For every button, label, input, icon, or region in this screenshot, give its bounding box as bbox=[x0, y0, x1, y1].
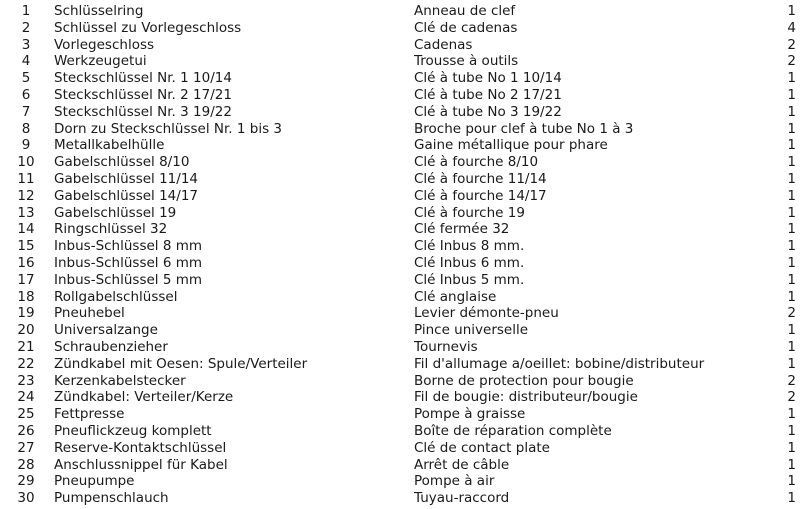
french-description: Borne de protection pour bougie bbox=[414, 372, 634, 389]
item-number: 12 bbox=[17, 187, 35, 204]
parts-row bbox=[0, 356, 800, 373]
parts-row bbox=[0, 121, 800, 138]
parts-row bbox=[0, 289, 800, 306]
french-description: Cadenas bbox=[414, 36, 473, 53]
quantity: 2 bbox=[787, 36, 796, 53]
item-number: 16 bbox=[17, 255, 35, 271]
item-number: 19 bbox=[17, 305, 35, 322]
german-description: Steckschlüssel Nr. 3 19/22 bbox=[54, 103, 232, 120]
item-number: 3 bbox=[21, 36, 31, 53]
french-description: Arrêt de câble bbox=[414, 456, 510, 473]
quantity: 1 bbox=[787, 171, 796, 187]
german-description: Kerzenkabelstecker bbox=[54, 372, 186, 389]
parts-row bbox=[0, 406, 800, 423]
item-number: 4 bbox=[21, 53, 31, 70]
french-description: Clé à fourche 19 bbox=[414, 204, 525, 221]
german-description: Rollgabelschlüssel bbox=[54, 288, 178, 305]
french-description: Broche pour clef à tube No 1 à 3 bbox=[414, 120, 634, 137]
item-number: 8 bbox=[21, 120, 31, 137]
german-description: Pneuflickzeug komplett bbox=[54, 423, 212, 439]
item-number: 11 bbox=[17, 171, 35, 187]
parts-row bbox=[0, 221, 800, 238]
quantity: 1 bbox=[787, 3, 796, 19]
french-description: Tournevis bbox=[414, 339, 478, 355]
german-description: Inbus-Schlüssel 5 mm bbox=[54, 271, 203, 288]
parts-row bbox=[0, 87, 800, 104]
french-description: Clé Inbus 5 mm. bbox=[414, 271, 525, 288]
item-number: 14 bbox=[17, 221, 35, 238]
quantity: 1 bbox=[787, 154, 796, 171]
parts-row bbox=[0, 137, 800, 154]
quantity: 1 bbox=[787, 439, 796, 456]
french-description: Anneau de clef bbox=[414, 3, 516, 19]
parts-row bbox=[0, 423, 800, 440]
parts-row bbox=[0, 53, 800, 70]
quantity: 1 bbox=[787, 288, 796, 305]
french-description: Pompe à air bbox=[414, 473, 495, 490]
item-number: 26 bbox=[17, 423, 35, 439]
quantity: 1 bbox=[787, 204, 796, 221]
french-description: Fil d'allumage a/oeillet: bobine/distributeur bbox=[414, 355, 705, 372]
quantity: 1 bbox=[787, 456, 796, 473]
german-description: Steckschlüssel Nr. 2 17/21 bbox=[54, 87, 232, 103]
french-description: Tuyau-raccord bbox=[414, 490, 510, 507]
french-description: Gaine métallique pour phare bbox=[414, 137, 608, 154]
german-description: Inbus-Schlüssel 6 mm bbox=[54, 255, 203, 271]
item-number: 23 bbox=[17, 372, 35, 389]
french-description: Pompe à graisse bbox=[414, 406, 526, 423]
quantity: 4 bbox=[787, 19, 796, 36]
parts-row bbox=[0, 473, 800, 490]
item-number: 13 bbox=[17, 204, 35, 221]
french-description: Clé fermée 32 bbox=[414, 221, 510, 238]
item-number: 22 bbox=[17, 355, 35, 372]
quantity: 1 bbox=[787, 103, 796, 120]
french-description: Clé Inbus 6 mm. bbox=[414, 255, 525, 271]
quantity: 2 bbox=[787, 372, 796, 389]
german-description: Schraubenzieher bbox=[54, 339, 168, 355]
german-description: Metallkabelhülle bbox=[54, 137, 165, 154]
french-description: Fil de bougie: distributeur/bougie bbox=[414, 389, 638, 406]
item-number: 9 bbox=[21, 137, 31, 154]
parts-row bbox=[0, 104, 800, 121]
french-description: Clé à fourche 14/17 bbox=[414, 187, 547, 204]
quantity: 1 bbox=[787, 271, 796, 288]
item-number: 18 bbox=[17, 288, 35, 305]
item-number: 10 bbox=[17, 154, 35, 171]
parts-row bbox=[0, 238, 800, 255]
parts-row bbox=[0, 373, 800, 390]
german-description: Reserve-Kontaktschlüssel bbox=[54, 439, 227, 456]
french-description: Boîte de réparation complète bbox=[414, 423, 612, 439]
german-description: Pneupumpe bbox=[54, 473, 135, 490]
item-number: 28 bbox=[17, 456, 35, 473]
german-description: Vorlegeschloss bbox=[54, 36, 155, 53]
german-description: Ringschlüssel 32 bbox=[54, 221, 168, 238]
quantity: 1 bbox=[787, 187, 796, 204]
item-number: 5 bbox=[21, 70, 31, 87]
french-description: Clé à fourche 11/14 bbox=[414, 171, 547, 187]
item-number: 20 bbox=[17, 322, 35, 339]
quantity: 1 bbox=[787, 355, 796, 372]
german-description: Anschlussnippel für Kabel bbox=[54, 456, 228, 473]
quantity: 1 bbox=[787, 221, 796, 238]
quantity: 2 bbox=[787, 305, 796, 322]
item-number: 30 bbox=[17, 490, 35, 507]
parts-row bbox=[0, 440, 800, 457]
german-description: Fettpresse bbox=[54, 406, 125, 423]
german-description: Gabelschlüssel 14/17 bbox=[54, 187, 198, 204]
parts-row bbox=[0, 37, 800, 54]
french-description: Clé de cadenas bbox=[414, 19, 518, 36]
item-number: 27 bbox=[17, 439, 35, 456]
german-description: Zündkabel mit Oesen: Spule/Verteiler bbox=[54, 355, 308, 372]
quantity: 1 bbox=[787, 406, 796, 423]
parts-row bbox=[0, 339, 800, 356]
quantity: 1 bbox=[787, 238, 796, 255]
parts-row bbox=[0, 188, 800, 205]
french-description: Levier démonte-pneu bbox=[414, 305, 559, 322]
french-description: Clé à fourche 8/10 bbox=[414, 154, 539, 171]
quantity: 1 bbox=[787, 339, 796, 355]
parts-row bbox=[0, 171, 800, 188]
german-description: Universalzange bbox=[54, 322, 158, 339]
parts-row bbox=[0, 154, 800, 171]
quantity: 1 bbox=[787, 490, 796, 507]
french-description: Clé de contact plate bbox=[414, 439, 550, 456]
parts-row bbox=[0, 3, 800, 20]
german-description: Werkzeugetui bbox=[54, 53, 147, 70]
french-description: Clé à tube No 3 19/22 bbox=[414, 103, 562, 120]
french-description: Clé à tube No 1 10/14 bbox=[414, 70, 562, 87]
parts-row bbox=[0, 255, 800, 272]
quantity: 1 bbox=[787, 322, 796, 339]
german-description: Steckschlüssel Nr. 1 10/14 bbox=[54, 70, 232, 87]
parts-row bbox=[0, 205, 800, 222]
item-number: 21 bbox=[17, 339, 35, 355]
german-description: Zündkabel: Verteiler/Kerze bbox=[54, 389, 234, 406]
item-number: 17 bbox=[17, 271, 35, 288]
german-description: Gabelschlüssel 19 bbox=[54, 204, 177, 221]
quantity: 1 bbox=[787, 255, 796, 271]
parts-row bbox=[0, 70, 800, 87]
parts-row bbox=[0, 490, 800, 507]
quantity: 1 bbox=[787, 423, 796, 439]
parts-row bbox=[0, 322, 800, 339]
quantity: 1 bbox=[787, 137, 796, 154]
german-description: Inbus-Schlüssel 8 mm bbox=[54, 238, 203, 255]
german-description: Dorn zu Steckschlüssel Nr. 1 bis 3 bbox=[54, 120, 282, 137]
quantity: 1 bbox=[787, 87, 796, 103]
french-description: Clé Inbus 8 mm. bbox=[414, 238, 525, 255]
quantity: 2 bbox=[787, 389, 796, 406]
german-description: Schlüsselring bbox=[54, 3, 144, 19]
quantity: 1 bbox=[787, 120, 796, 137]
parts-row bbox=[0, 20, 800, 37]
french-description: Clé anglaise bbox=[414, 288, 497, 305]
item-number: 15 bbox=[17, 238, 35, 255]
german-description: Schlüssel zu Vorlegeschloss bbox=[54, 19, 242, 36]
parts-row bbox=[0, 457, 800, 474]
parts-row bbox=[0, 272, 800, 289]
french-description: Pince universelle bbox=[414, 322, 529, 339]
item-number: 29 bbox=[17, 473, 35, 490]
item-number: 2 bbox=[21, 19, 31, 36]
item-number: 24 bbox=[17, 389, 35, 406]
item-number: 25 bbox=[17, 406, 35, 423]
parts-row bbox=[0, 305, 800, 322]
item-number: 1 bbox=[21, 3, 31, 19]
german-description: Pneuhebel bbox=[54, 305, 125, 322]
german-description: Gabelschlüssel 11/14 bbox=[54, 171, 198, 187]
quantity: 1 bbox=[787, 473, 796, 490]
item-number: 6 bbox=[21, 87, 31, 103]
quantity: 1 bbox=[787, 70, 796, 87]
quantity: 2 bbox=[787, 53, 796, 70]
parts-row bbox=[0, 389, 800, 406]
french-description: Clé à tube No 2 17/21 bbox=[414, 87, 562, 103]
item-number: 7 bbox=[21, 103, 31, 120]
german-description: Gabelschlüssel 8/10 bbox=[54, 154, 190, 171]
german-description: Pumpenschlauch bbox=[54, 490, 169, 507]
french-description: Trousse à outils bbox=[414, 53, 519, 70]
